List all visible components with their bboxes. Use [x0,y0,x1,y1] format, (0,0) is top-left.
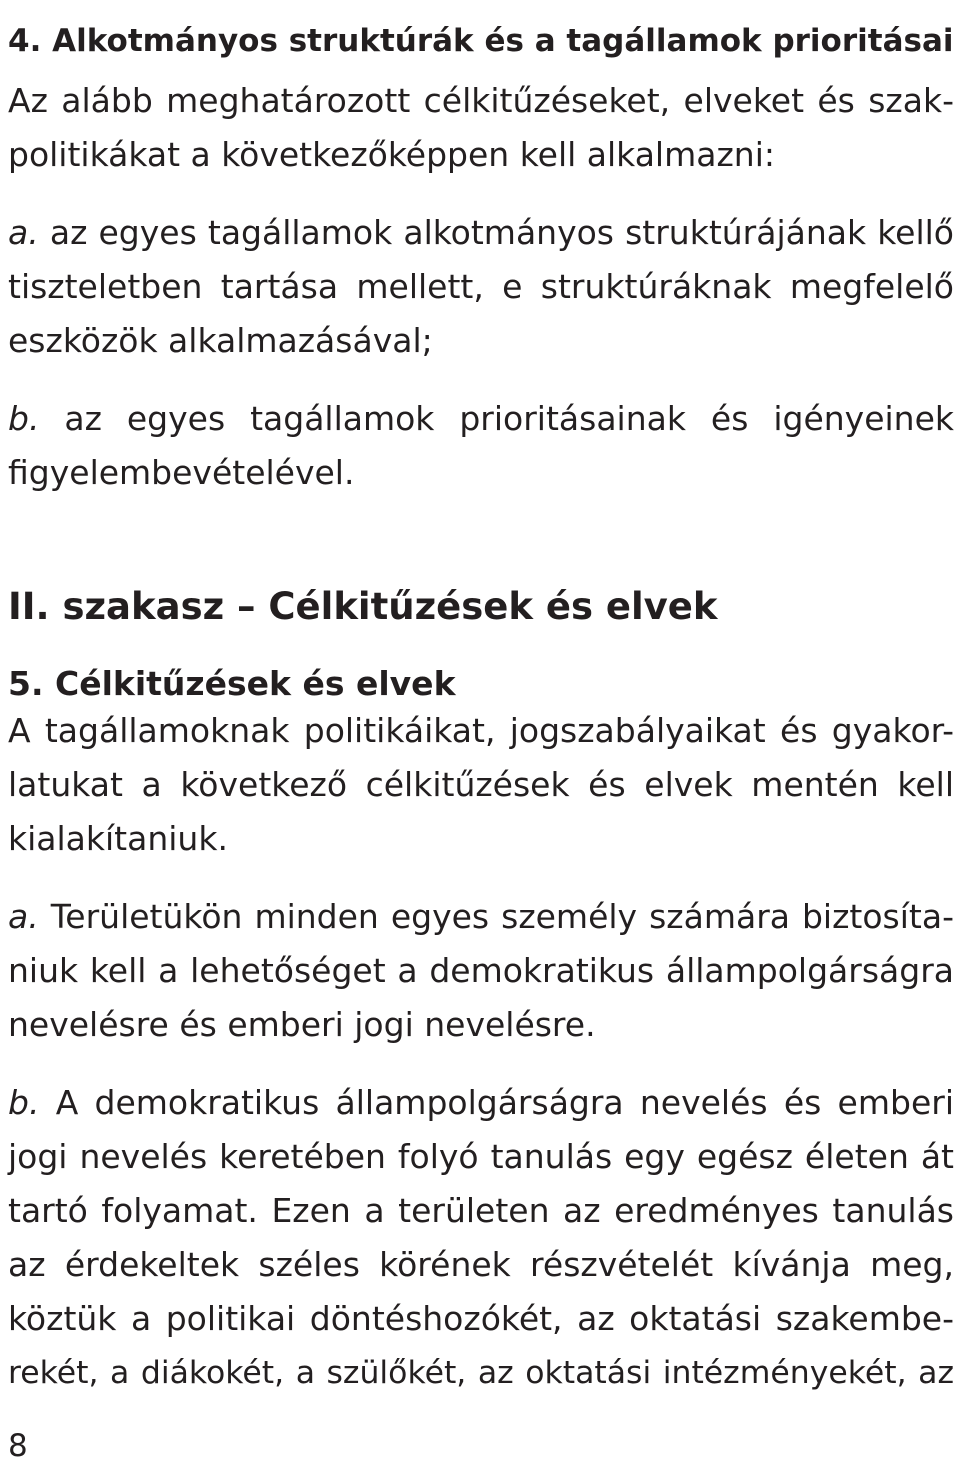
list-item-b [8,392,954,500]
list-text: Területükön minden egyes személy számára biztosíta- [50,897,954,936]
list-text: A demokratikus állampolgárságra nevelés és emberi [55,1083,954,1122]
text-line: nevelésre és emberi jogi nevelésre. [8,1005,596,1044]
text-line: az érdekeltek széles körének részvételét kívánja meg, [8,1245,954,1284]
list-label: a. [8,897,39,936]
text-line: jogi nevelés keretében folyó tanulás egy egész életen át [8,1137,954,1176]
list-text: az egyes tagállamok prioritásainak és igényeinek [64,399,954,438]
section-heading: 4. Alkotmányos struktúrák és a tagállamok prioritásai [8,22,954,59]
sub-heading: 5. Célkitűzések és elvek [8,664,456,703]
list-label: b. [8,399,40,438]
text-line: eszközök alkalmazásával; [8,321,433,360]
text-line: köztük a politikai döntéshozókét, az oktatási szakembe- [8,1299,954,1338]
text-line [8,890,954,944]
list-item-a [8,206,954,368]
text-line: latukat a következő célkitűzések és elvek mentén kell [8,765,954,804]
list-text: az egyes tagállamok alkotmányos struktúrájának kellő [49,213,954,252]
text-line: niuk kell a lehetőséget a demokratikus állampolgárságra [8,951,954,990]
list-label: b. [8,1083,40,1122]
text-line [8,206,954,260]
part-heading: II. szakasz – Célkitűzések és elvek [8,584,718,628]
text-line: rekét, a diákokét, a szülőkét, az oktatási intézményekét, az [8,1355,954,1391]
point-b [8,1076,954,1400]
text-line [8,392,954,446]
point-a [8,890,954,1052]
list-label: a. [8,213,39,252]
intro-paragraph-2 [8,704,954,866]
text-line: figyelembevételével. [8,453,355,492]
text-line: Az alább meghatározott célkitűzéseket, elveket és szak- [8,81,954,120]
page-number: 8 [8,1428,28,1464]
text-line: tartó folyamat. Ezen a területen az eredményes tanulás [8,1191,954,1230]
text-line: kialakítaniuk. [8,819,228,858]
text-line: politikákat a következőképpen kell alkalmazni: [8,135,775,174]
text-line [8,1076,954,1130]
intro-paragraph [8,74,954,182]
text-line: A tagállamoknak politikáikat, jogszabályaikat és gyakor- [8,711,954,750]
text-line: tiszteletben tartása mellett, e struktúráknak megfelelő [8,267,954,306]
